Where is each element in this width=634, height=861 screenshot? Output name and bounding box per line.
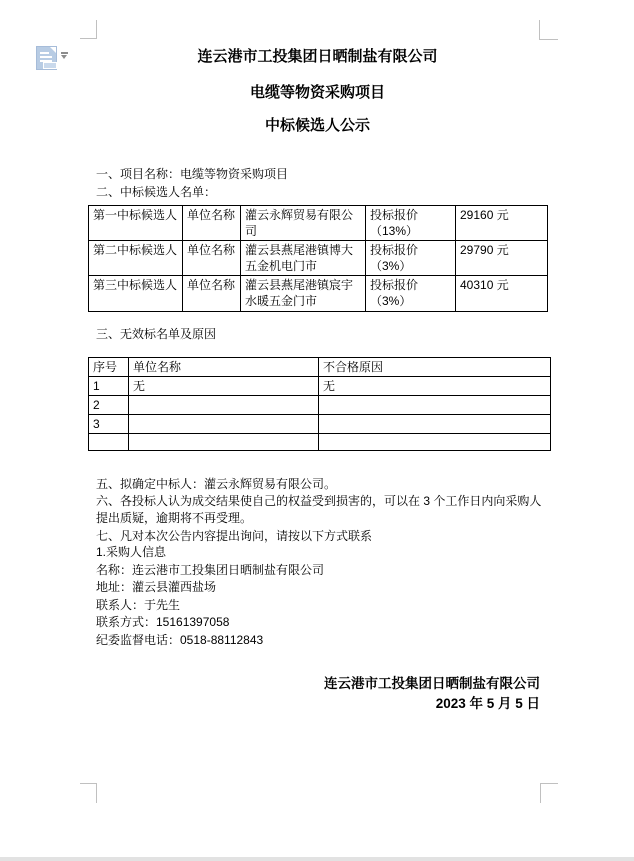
purchaser-info-block <box>96 544 546 650</box>
section-proposed-winner: 五、拟确定中标人：灌云永辉贸易有限公司。 <box>96 477 337 491</box>
section-invalid-bids-heading: 三、无效标名单及原因 <box>96 327 217 341</box>
winner-rank: 第三中标候选人 <box>89 276 183 312</box>
cell-reason <box>319 434 551 451</box>
price-value: 29160 元 <box>456 206 548 241</box>
table-header-row <box>89 358 551 377</box>
cell-index <box>89 434 129 451</box>
supervision-phone: 纪委监督电话：0518-88112843 <box>96 632 264 647</box>
cell-index: 3 <box>89 415 129 434</box>
contact-phone: 联系方式：15161397058 <box>96 615 230 630</box>
field-label: 单位名称 <box>183 206 241 241</box>
document-title-project: 电缆等物资采购项目 <box>249 84 385 101</box>
folded-corner-icon <box>50 47 56 53</box>
table-row <box>89 377 551 396</box>
table-row <box>89 206 548 241</box>
table-row <box>89 276 548 312</box>
margin-crop-mark-top-left <box>80 20 97 39</box>
cell-company <box>129 434 319 451</box>
company-name: 灌云永辉贸易有限公司 <box>241 206 366 241</box>
chevron-down-icon[interactable] <box>61 52 69 60</box>
document-title-company: 连云港市工投集团日晒制盐有限公司 <box>197 48 438 65</box>
company-name: 灌云县燕尾港镇博大五金机电门市 <box>241 241 366 276</box>
section-project-name: 一、项目名称：电缆等物资采购项目 <box>96 167 289 181</box>
table-row <box>89 434 551 451</box>
field-label: 单位名称 <box>183 276 241 312</box>
margin-crop-mark-top-right <box>539 20 558 40</box>
column-header-index: 序号 <box>89 358 129 377</box>
company-name: 灌云县燕尾港镇宸宇水暖五金门市 <box>241 276 366 312</box>
cell-reason <box>319 415 551 434</box>
section-candidate-list-heading: 二、中标候选人名单： <box>96 185 217 199</box>
invalid-bids-table <box>88 357 551 451</box>
signature-company: 连云港市工投集团日晒制盐有限公司 <box>324 676 540 691</box>
price-label: 投标报价（3%） <box>366 241 456 276</box>
column-header-company: 单位名称 <box>129 358 319 377</box>
table-row <box>89 396 551 415</box>
price-value: 29790 元 <box>456 241 548 276</box>
margin-crop-mark-bottom-left <box>80 783 97 803</box>
margin-crop-mark-bottom-right <box>540 783 558 803</box>
price-value: 40310 元 <box>456 276 548 312</box>
section-objection-notice: 六、各投标人认为成交结果使自己的权益受到损害的，可以在 3 个工作日内向采购人提出质疑，逾期将不再受理。 <box>96 494 542 525</box>
cell-reason <box>319 396 551 415</box>
paste-options-button[interactable] <box>34 44 68 70</box>
paste-clipboard-icon <box>36 46 57 70</box>
signature-date: 2023 年 5 月 5 日 <box>435 696 540 711</box>
cell-index: 1 <box>89 377 129 396</box>
table-row <box>89 415 551 434</box>
page-bottom-edge <box>0 857 634 861</box>
cell-company <box>129 396 319 415</box>
cell-reason: 无 <box>319 377 551 396</box>
winners-table <box>88 205 548 312</box>
purchaser-address: 地址：灌云县灌西盐场 <box>96 580 217 595</box>
winner-rank: 第一中标候选人 <box>89 206 183 241</box>
signature-block <box>96 674 540 714</box>
contact-person: 联系人：于先生 <box>96 597 181 612</box>
field-label: 单位名称 <box>183 241 241 276</box>
cell-index: 2 <box>89 396 129 415</box>
column-header-reason: 不合格原因 <box>319 358 551 377</box>
table-row <box>89 241 548 276</box>
purchaser-name: 名称：连云港市工投集团日晒制盐有限公司 <box>96 562 325 577</box>
purchaser-info-heading: 1.采购人信息 <box>96 545 167 559</box>
cell-company <box>129 415 319 434</box>
winner-rank: 第二中标候选人 <box>89 241 183 276</box>
price-label: 投标报价（13%） <box>366 206 456 241</box>
price-label: 投标报价（3%） <box>366 276 456 312</box>
section-contact-notice: 七、凡对本次公告内容提出询问，请按以下方式联系 <box>96 529 373 543</box>
document-title-announcement: 中标候选人公示 <box>264 117 370 134</box>
cell-company: 无 <box>129 377 319 396</box>
